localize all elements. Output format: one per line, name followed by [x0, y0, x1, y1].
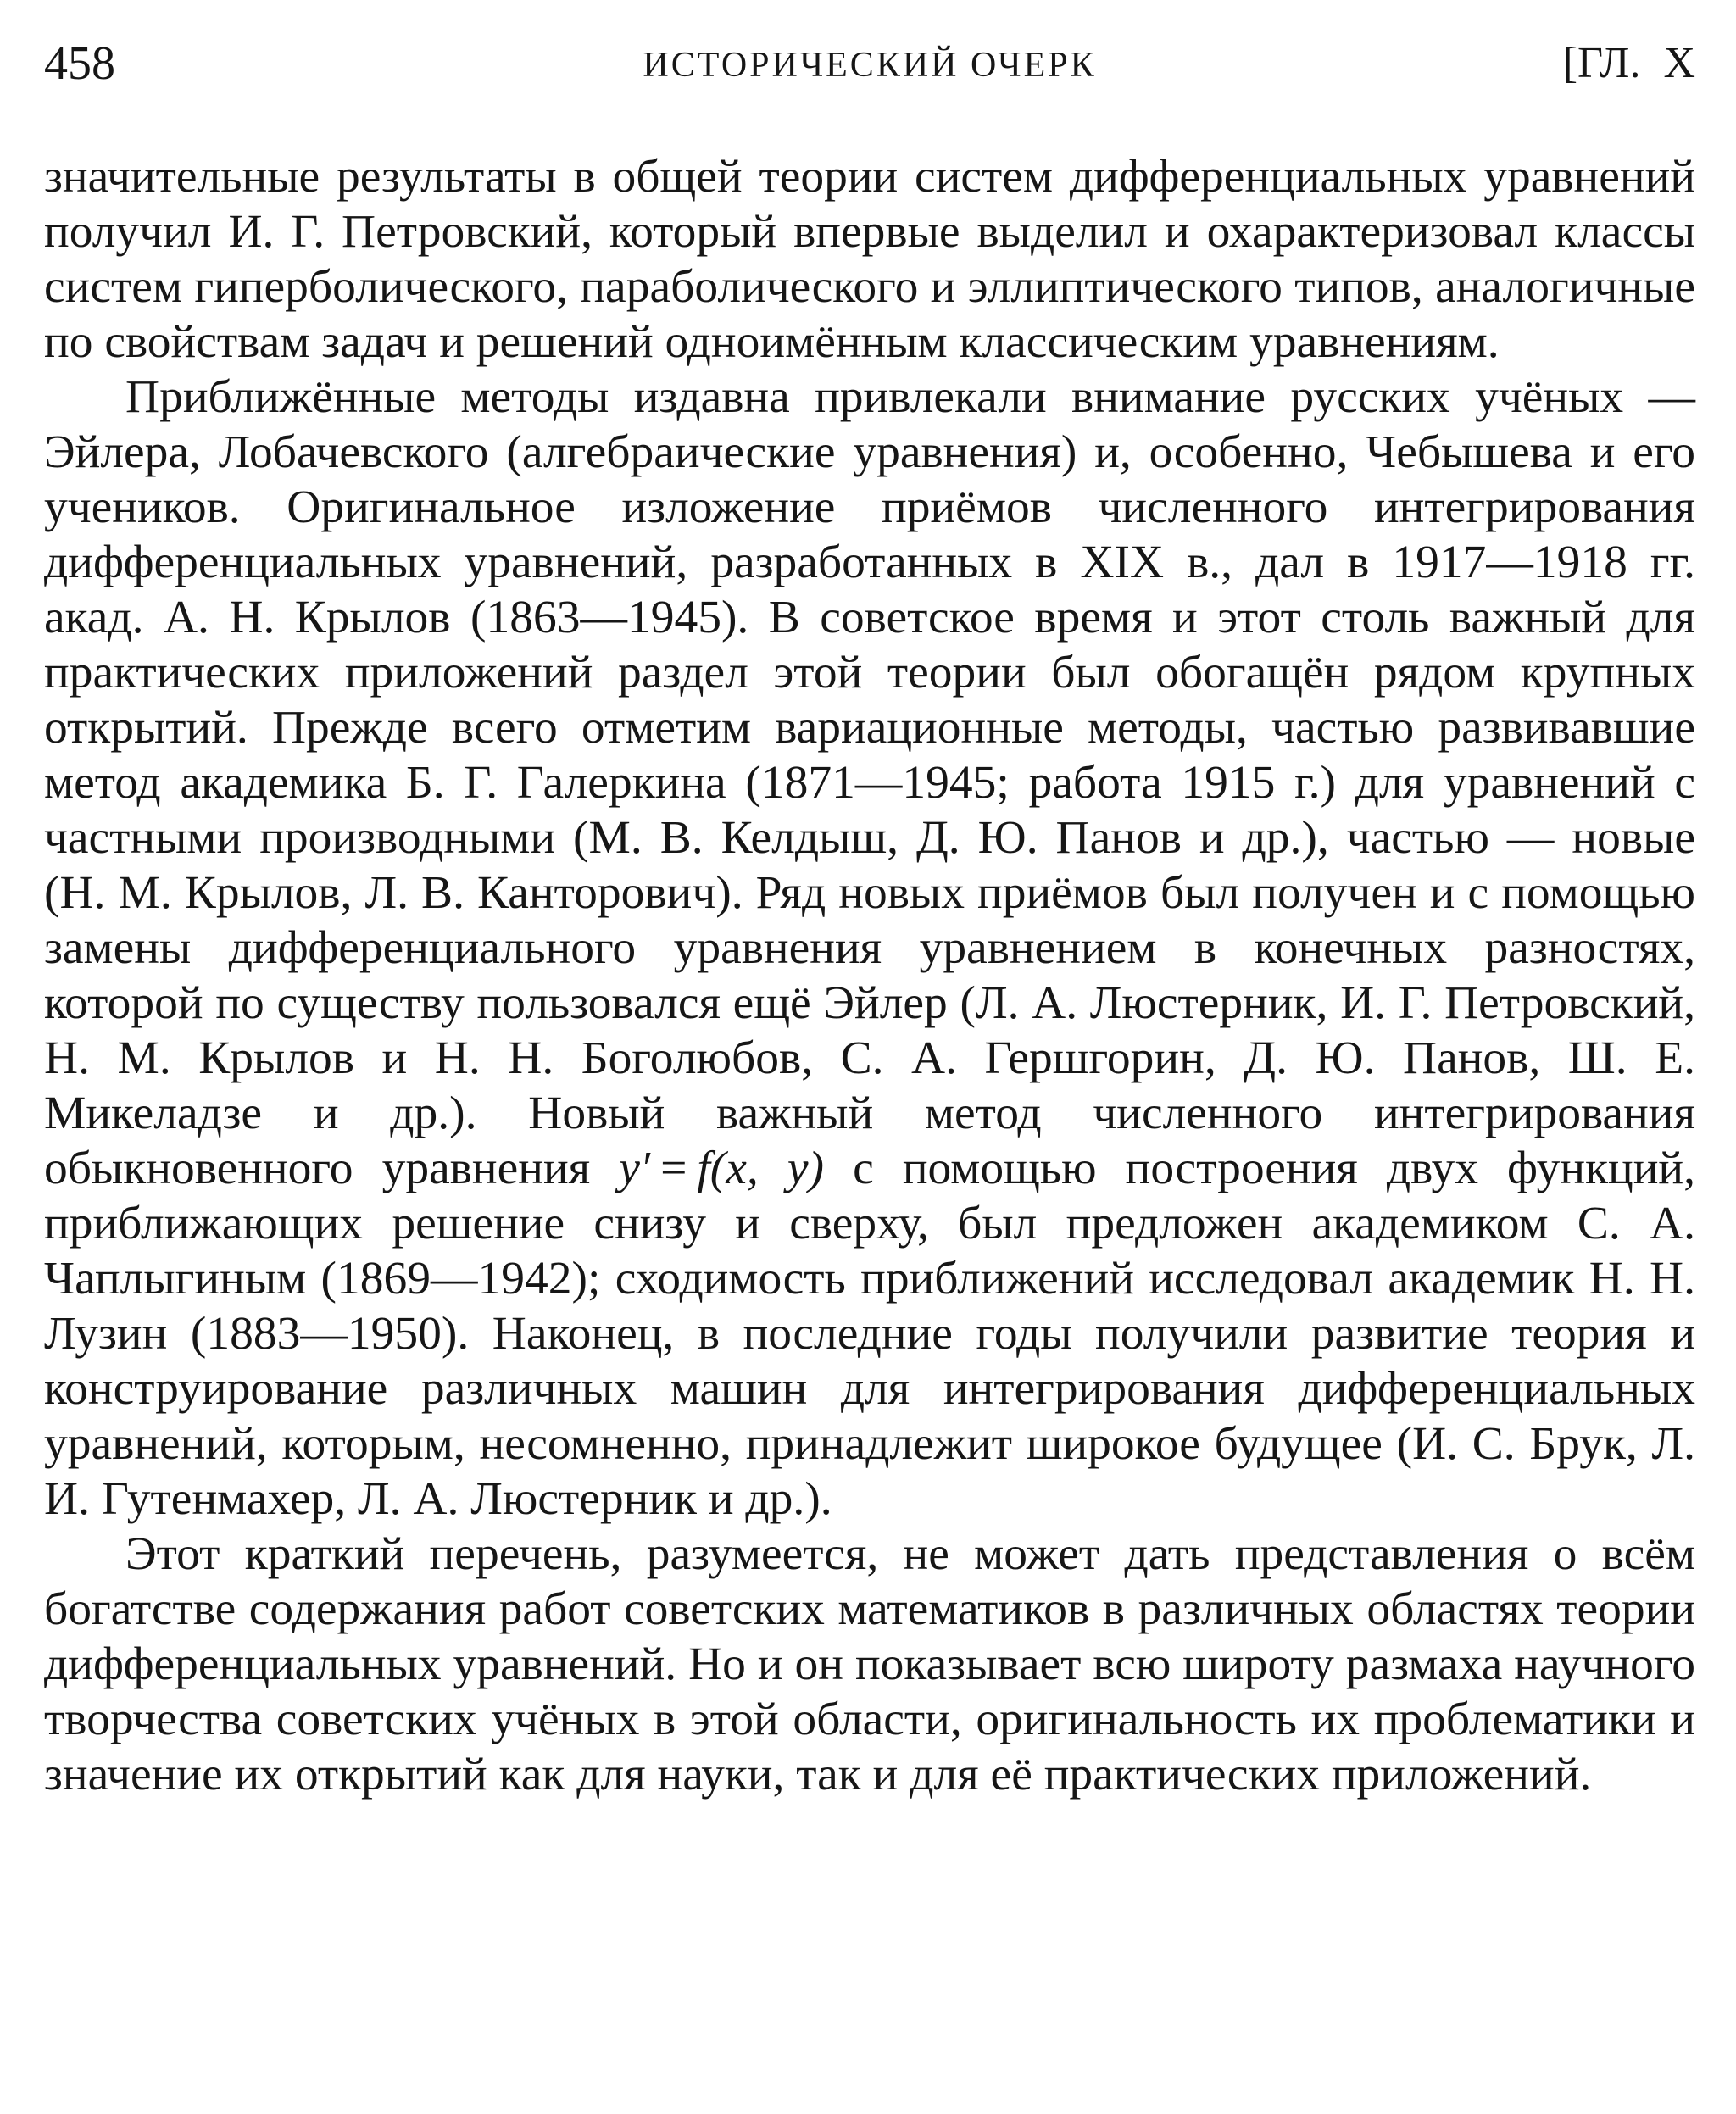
paragraph-text-part: с помощью построения двух функций, приближающих решение снизу и сверху, был предложен академиком С. А. Чаплыгиным (1869—1942); сходимость приближений исследовал академик Н. Н. Лузин (1883—1950). Наконец, в последние годы получили развитие теория и конструирование различных машин для интегрирования дифференциальных уравнений, которым, несомненно, принадлежит широкое будущее (И. С. Брук, Л. И. Гутенмахер, Л. А. Люстерник и др.). — [44, 1143, 1696, 1525]
page-number: 458 — [44, 37, 115, 90]
paragraph-continuation: значительные результаты в общей теории систем дифференциальных уравнений получил И. Г. Петровский, который впервые выделил и охарактеризовал классы систем гиперболического, параболического и эллиптического типов, аналогичные по свойствам задач и решений одноимённым классическим уравнениям. — [44, 151, 1695, 368]
formula-equals-sign: = — [660, 1143, 687, 1194]
formula-rhs: f(x, y) — [697, 1143, 824, 1194]
book-page — [44, 34, 1695, 1802]
paragraph-text-part: Приближённые методы издавна привлекали внимание русских учёных — Эйлера, Лобачевского (алгебраические уравнения) и, особенно, Чебышева и его учеников. Оригинальное изложение приёмов численного интегрирования дифференциальных уравнений, разработанных в XIX в., дал в 1917—1918 гг. акад. А. Н. Крылов (1863—1945). В советское время и этот столь важный для практических приложений раздел этой теории был обогащён рядом крупных открытий. Прежде всего отметим вариационные методы, частью развивавшие метод академика Б. Г. Галеркина (1871—1945; работа 1915 г.) для уравнений с частными производными (М. В. Келдыш, Д. Ю. Панов и др.), частью — новые (Н. М. Крылов, Л. В. Канторович). Ряд новых приёмов был получен и с помощью замены дифференциального уравнения уравнением в конечных разностях, которой по существу пользовался ещё Эйлер (Л. А. Люстерник, И. Г. Петровский, Н. М. Крылов и Н. Н. Боголюбов, С. А. Гершгорин, Д. Ю. Панов, Ш. Е. Микеладзе и др.). Новый важный метод численного интегрирования обыкновенного уравнения — [44, 371, 1695, 1194]
paragraph-approximate-methods — [44, 370, 1695, 1527]
inline-formula — [619, 1143, 824, 1194]
chapter-reference: [ГЛ. X — [1562, 39, 1695, 87]
formula-lhs: y′ — [619, 1143, 651, 1194]
running-title: ИСТОРИЧЕСКИЙ ОЧЕРК — [643, 46, 1097, 85]
running-head — [44, 34, 1695, 93]
paragraph-conclusion: Этот краткий перечень, разумеется, не может дать представления о всём богатстве содержания работ советских математиков в различных областях теории дифференциальных уравнений. Но и он показывает всю широту размаха научного творчества советских учёных в этой области, оригинальность их проблематики и значение их открытий как для науки, так и для её практических приложений. — [44, 1528, 1695, 1800]
body-text — [44, 149, 1695, 1802]
